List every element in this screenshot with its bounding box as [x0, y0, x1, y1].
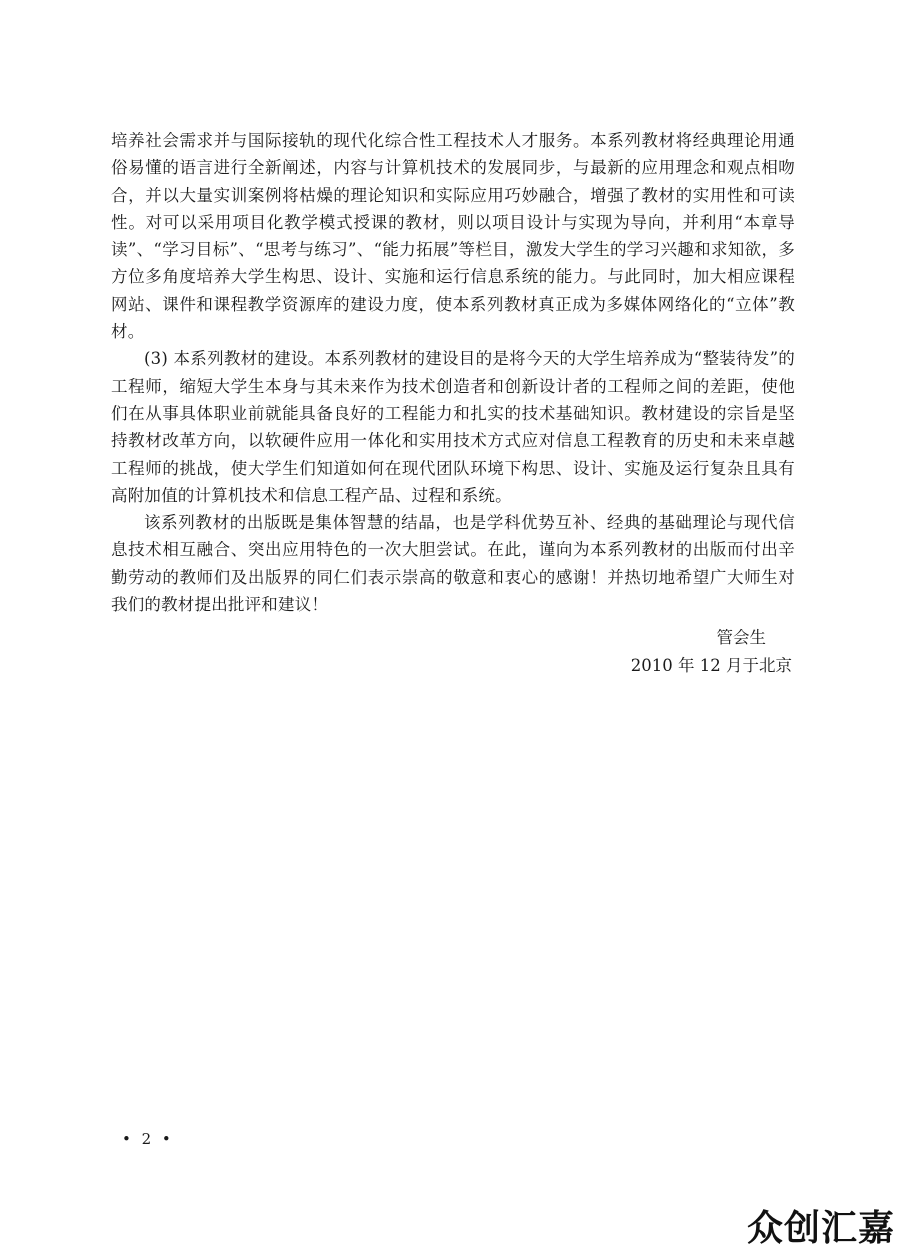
document-body [111, 127, 795, 618]
author-name: 管会生 [716, 628, 766, 647]
watermark-logo: 众创汇嘉 [746, 1208, 895, 1249]
paragraph-2: (3) 本系列教材的建设。本系列教材的建设目的是将今天的大学生培养成为“整装待发”的工程师，缩短大学生本身与其未来作为技术创造者和创新设计者的工程师之间的差距，使他们在从事具体职业前就能具备良好的工程能力和扎实的技术基础知识。教材建设的宗旨是坚持教材改革方向，以软硬件应用一体化和实用技术方式应对信息工程教育的历史和未来卓越工程师的挑战，使大学生们知道如何在现代团队环境下构思、设计、实施及运行复杂且具有高附加值的计算机技术和信息工程产品、过程和系统。 [111, 349, 795, 505]
page-number: • 2 • [122, 1130, 174, 1148]
paragraph-3: 该系列教材的出版既是集体智慧的结晶，也是学科优势互补、经典的基础理论与现代信息技术相互融合、突出应用特色的一次大胆尝试。在此，谨向为本系列教材的出版而付出辛勤劳动的教师们及出版界的同仁们表示崇高的敬意和衷心的感谢！并热切地希望广大师生对我们的教材提出批评和建议！ [111, 513, 795, 615]
signature-date: 2010 年 12 月于北京 [630, 656, 792, 675]
signature-block [631, 624, 792, 680]
paragraph-1: 培养社会需求并与国际接轨的现代化综合性工程技术人才服务。本系列教材将经典理论用通俗易懂的语言进行全新阐述，内容与计算机技术的发展同步，与最新的应用理念和观点相吻合，并以大量实训案例将枯燥的理论知识和实际应用巧妙融合，增强了教材的实用性和可读性。对可以采用项目化教学模式授课的教材，则以项目设计与实现为导向，并利用“本章导读”、“学习目标”、“思考与练习”、“能力拓展”等栏目，激发大学生的学习兴趣和求知欲，多方位多角度培养大学生构思、设计、实施和运行信息系统的能力。与此同时，加大相应课程网站、课件和课程教学资源库的建设力度，使本系列教材真正成为多媒体网络化的“立体”教材。 [111, 131, 795, 342]
